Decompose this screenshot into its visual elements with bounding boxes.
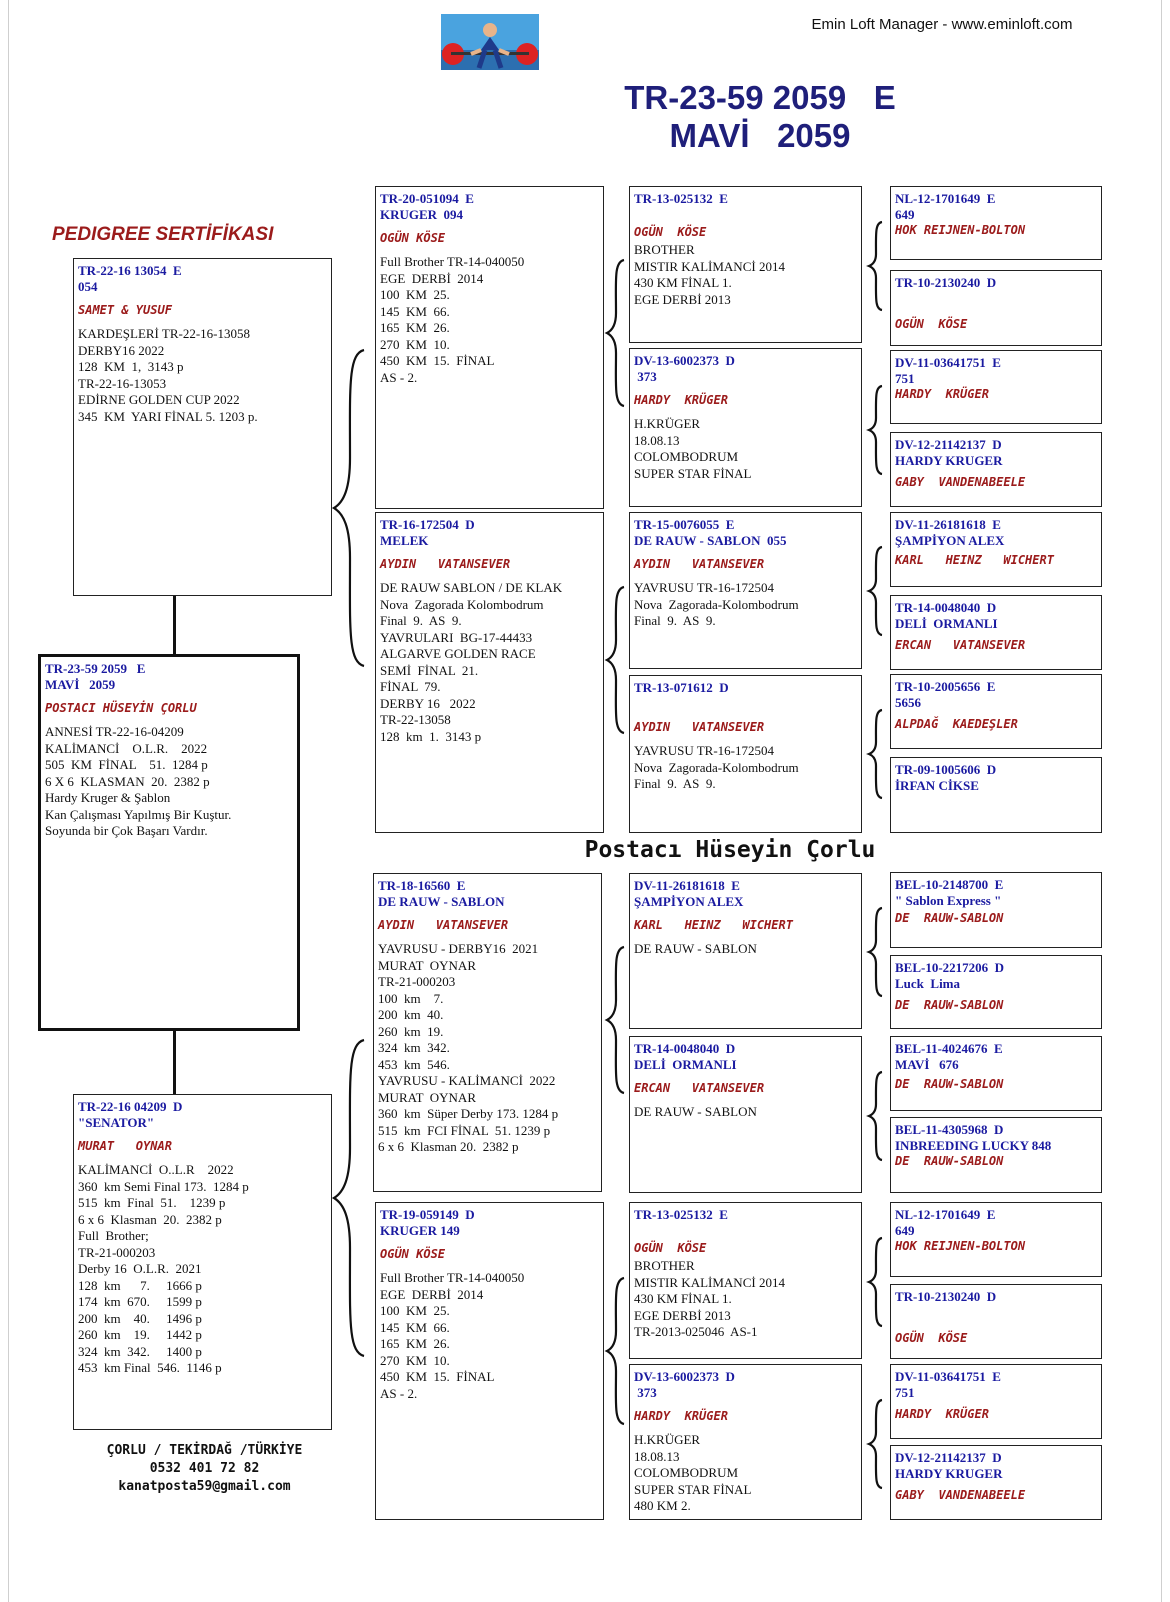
gp-info: YAVRUSU - DERBY16 2021 MURAT OYNAR TR-21-000203 100 km 7. 200 km 40. 260 km 19. 324 km 342. 453 km 546. YAVRUSU - KALİMANCİ 2022 MURAT OYNAR 360 km Süper Derby 173. 1284 p 515 km FCI FİNAL 51. 1239 p 6 x 6 Klasman 20. 2382 p	[378, 941, 559, 1154]
dam-ring: TR-22-16 04209 D	[78, 1099, 183, 1114]
dam-info: KALİMANCİ O..L.R 2022 360 km Semi Final 173. 1284 p 515 km Final 51. 1239 p 6 x 6 Klasman 20. 2382 p Full Brother; TR-21-000203 Derby 16 O.L.R. 2021 128 km 7. 1666 p 174 km 670. 1599 p 200 km 40. 1496 p 260 km 19. 1442 p 324 km 342. 1400 p 453 km Final 546. 1146 p	[78, 1162, 249, 1375]
ancestor-card	[890, 350, 1102, 424]
g4-owner: HOK REIJNEN-BOLTON	[895, 223, 1026, 237]
weightlifter-logo	[441, 14, 539, 70]
sire-card	[73, 258, 332, 596]
ggp-ring: TR-13-025132 E	[634, 1207, 728, 1222]
g4-name: İRFAN CİKSE	[895, 778, 979, 793]
g4-owner: HARDY KRÜGER	[895, 387, 989, 401]
great-grandparent-card	[629, 1202, 862, 1359]
g4-owner: HARDY KRÜGER	[895, 1407, 989, 1421]
sire-owner: SAMET & YUSUF	[78, 303, 172, 317]
gp-owner: OGÜN KÖSE	[380, 231, 446, 245]
dam-card	[73, 1094, 332, 1430]
ancestor-card	[890, 432, 1102, 507]
brace-sire	[330, 348, 370, 668]
ancestor-card	[890, 872, 1102, 948]
g4-ring: BEL-11-4024676 E	[895, 1041, 1003, 1056]
subject-card	[38, 654, 300, 1031]
ggp-owner: AYDIN VATANSEVER	[634, 557, 765, 571]
g4-name: 751	[895, 1385, 915, 1400]
ggp-info: BROTHER MISTIR KALİMANCİ 2014 430 KM FİNAL 1. EGE DERBİ 2013	[634, 242, 785, 307]
subject-owner: POSTACI HÜSEYİN ÇORLU	[45, 701, 197, 715]
brace-ggp7	[866, 1236, 886, 1328]
ggp-ring: TR-14-0048040 D	[634, 1041, 736, 1056]
contact-city: ÇORLU / TEKİRDAĞ /TÜRKİYE	[106, 1443, 303, 1458]
contact-block	[72, 1442, 337, 1496]
g4-name: 5656	[895, 695, 921, 710]
g4-owner: OGÜN KÖSE	[895, 317, 968, 331]
ancestor-card	[890, 757, 1102, 833]
brace-gp2	[604, 585, 628, 735]
ggp-name	[634, 696, 857, 712]
g4-name: INBREEDING LUCKY 848	[895, 1138, 1052, 1153]
ggp-name: ŞAMPİYON ALEX	[634, 894, 744, 909]
ancestor-card	[890, 1284, 1102, 1359]
ancestor-card	[890, 955, 1102, 1029]
ggp-ring: DV-11-26181618 E	[634, 878, 740, 893]
grandparent-card	[375, 1202, 604, 1520]
ggp-name: 373	[634, 1385, 657, 1400]
ancestor-card	[890, 1117, 1102, 1193]
ggp-owner: AYDIN VATANSEVER	[634, 720, 765, 734]
g4-name	[895, 1305, 1097, 1321]
ancestor-card	[890, 1036, 1102, 1111]
subject-name: MAVİ 2059	[45, 677, 116, 692]
ancestor-card	[890, 512, 1102, 587]
ggp-ring: TR-15-0076055 E	[634, 517, 735, 532]
g4-owner: DE RAUW-SABLON	[895, 911, 1004, 925]
g4-name: HARDY KRUGER	[895, 1466, 1003, 1481]
ggp-info: BROTHER MISTIR KALİMANCİ 2014 430 KM FİNAL 1. EGE DERBİ 2013 TR-2013-025046 AS-1	[634, 1258, 785, 1339]
g4-ring: DV-11-26181618 E	[895, 517, 1001, 532]
g4-name: 649	[895, 1223, 915, 1238]
certificate-title: PEDIGREE SERTİFİKASI	[52, 224, 274, 245]
g4-owner: GABY VANDENABEELE	[895, 475, 1026, 489]
brace-ggp3	[866, 545, 886, 637]
ancestor-card	[890, 270, 1102, 346]
ggp-owner: OGÜN KÖSE	[634, 1241, 707, 1255]
gp-info: Full Brother TR-14-040050 EGE DERBİ 2014 100 KM 25. 145 KM 66. 165 KM 26. 270 KM 10. 450 KM 15. FİNAL AS - 2.	[380, 254, 525, 385]
ggp-ring: DV-13-6002373 D	[634, 1369, 735, 1384]
subject-ring: TR-23-59 2059 E	[45, 661, 146, 676]
brace-ggp4	[866, 708, 886, 800]
grandparent-card	[373, 873, 602, 1192]
ggp-info: DE RAUW - SABLON	[634, 941, 757, 956]
great-grandparent-card	[629, 512, 862, 669]
grandparent-card	[375, 186, 604, 509]
g4-name: Luck Lima	[895, 976, 961, 991]
gp-name: KRUGER 094	[380, 207, 464, 222]
g4-ring: TR-14-0048040 D	[895, 600, 997, 615]
sire-info: KARDEŞLERİ TR-22-16-13058 DERBY16 2022 128 KM 1, 3143 p TR-22-16-13053 EDİRNE GOLDEN CUP 2022 345 KM YARI FİNAL 5. 1203 p.	[78, 326, 258, 424]
g4-ring: TR-10-2005656 E	[895, 679, 996, 694]
g4-ring: BEL-11-4305968 D	[895, 1122, 1004, 1137]
g4-name: DELİ ORMANLI	[895, 616, 998, 631]
g4-ring: DV-12-21142137 D	[895, 1450, 1002, 1465]
ancestor-card	[890, 674, 1102, 749]
g4-name: 649	[895, 207, 915, 222]
ggp-info: H.KRÜGER 18.08.13 COLOMBODRUM SUPER STAR FİNAL	[634, 416, 752, 481]
g4-ring: NL-12-1701649 E	[895, 191, 996, 206]
software-label: Emin Loft Manager - www.eminloft.com	[811, 16, 1073, 33]
ggp-owner: HARDY KRÜGER	[634, 1409, 728, 1423]
gp-name: MELEK	[380, 533, 429, 548]
sire-name: 054	[78, 279, 98, 294]
ggp-owner: HARDY KRÜGER	[634, 393, 728, 407]
g4-name: 751	[895, 371, 915, 386]
gp-ring: TR-20-051094 E	[380, 191, 474, 206]
breeder-title: Postacı Hüseyin Çorlu	[584, 837, 876, 863]
g4-owner: KARL HEINZ WICHERT	[895, 553, 1054, 567]
g4-owner: ALPDAĞ KAEDEŞLER	[895, 717, 1018, 731]
title-name: MAVİ 2059	[669, 117, 851, 154]
g4-ring: NL-12-1701649 E	[895, 1207, 996, 1222]
brace-ggp8	[866, 1398, 886, 1490]
g4-owner: ERCAN VATANSEVER	[895, 638, 1026, 652]
ggp-owner: OGÜN KÖSE	[634, 225, 707, 239]
ancestor-card	[890, 1445, 1102, 1520]
ancestor-card	[890, 595, 1102, 670]
ggp-owner: KARL HEINZ WICHERT	[634, 918, 793, 932]
ggp-info: YAVRUSU TR-16-172504 Nova Zagorada-Kolombodrum Final 9. AS 9.	[634, 743, 799, 791]
gp-owner: AYDIN VATANSEVER	[380, 557, 511, 571]
ancestor-card	[890, 1202, 1102, 1277]
g4-ring: DV-12-21142137 D	[895, 437, 1002, 452]
ggp-ring: TR-13-025132 E	[634, 191, 728, 206]
great-grandparent-card	[629, 1364, 862, 1520]
gp-info: DE RAUW SABLON / DE KLAK Nova Zagorada Kolombodrum Final 9. AS 9. YAVRULARI BG-17-44433 ALGARVE GOLDEN RACE SEMİ FİNAL 21. FİNAL 79. DERBY 16 2022 TR-22-13058 128 km 1. 3143 p	[380, 580, 563, 744]
great-grandparent-card	[629, 1036, 862, 1193]
sire-connector	[173, 596, 176, 654]
sire-ring: TR-22-16 13054 E	[78, 263, 182, 278]
g4-owner: OGÜN KÖSE	[895, 1331, 968, 1345]
ggp-name	[634, 1223, 857, 1239]
g4-ring: TR-10-2130240 D	[895, 1289, 997, 1304]
title-ring: TR-23-59 2059 E	[624, 79, 896, 116]
brace-dam	[330, 1038, 370, 1358]
g4-owner: DE RAUW-SABLON	[895, 1154, 1004, 1168]
great-grandparent-card	[629, 873, 862, 1029]
ggp-name: DE RAUW - SABLON 055	[634, 533, 787, 548]
g4-ring: TR-10-2130240 D	[895, 275, 997, 290]
ggp-info: DE RAUW - SABLON	[634, 1104, 757, 1119]
contact-email: kanatposta59@gmail.com	[118, 1479, 291, 1494]
g4-owner: HOK REIJNEN-BOLTON	[895, 1239, 1026, 1253]
brace-ggp5	[866, 906, 886, 998]
g4-name	[895, 291, 1097, 307]
gp-info: Full Brother TR-14-040050 EGE DERBİ 2014 100 KM 25. 145 KM 66. 165 KM 26. 270 KM 10. 450 KM 15. FİNAL AS - 2.	[380, 1270, 525, 1401]
ggp-info: YAVRUSU TR-16-172504 Nova Zagorada-Kolombodrum Final 9. AS 9.	[634, 580, 799, 628]
ggp-ring: DV-13-6002373 D	[634, 353, 735, 368]
brace-ggp1	[866, 220, 886, 312]
g4-name: MAVİ 676	[895, 1057, 959, 1072]
brace-gp3	[604, 945, 628, 1095]
gp-ring: TR-18-16560 E	[378, 878, 466, 893]
g4-owner: DE RAUW-SABLON	[895, 1077, 1004, 1091]
dam-connector	[173, 1030, 176, 1094]
g4-ring: BEL-10-2217206 D	[895, 960, 1005, 975]
gp-name: KRUGER 149	[380, 1223, 460, 1238]
brace-ggp2	[866, 384, 886, 476]
g4-ring: DV-11-03641751 E	[895, 355, 1001, 370]
great-grandparent-card	[629, 186, 862, 343]
g4-name: ŞAMPİYON ALEX	[895, 533, 1005, 548]
g4-owner: GABY VANDENABEELE	[895, 1488, 1026, 1502]
g4-ring: DV-11-03641751 E	[895, 1369, 1001, 1384]
ggp-name: DELİ ORMANLI	[634, 1057, 737, 1072]
g4-name: HARDY KRUGER	[895, 453, 1003, 468]
ancestor-card	[890, 186, 1102, 260]
g4-ring: BEL-10-2148700 E	[895, 877, 1004, 892]
gp-owner: OGÜN KÖSE	[380, 1247, 446, 1261]
great-grandparent-card	[629, 348, 862, 507]
g4-name: " Sablon Express "	[895, 893, 1002, 908]
ggp-name	[634, 207, 857, 223]
dam-name: "SENATOR"	[78, 1115, 155, 1130]
gp-ring: TR-16-172504 D	[380, 517, 475, 532]
ggp-info: H.KRÜGER 18.08.13 COLOMBODRUM SUPER STAR FİNAL 480 KM 2.	[634, 1432, 752, 1513]
ggp-ring: TR-13-071612 D	[634, 680, 729, 695]
g4-owner: DE RAUW-SABLON	[895, 998, 1004, 1012]
gp-name: DE RAUW - SABLON	[378, 894, 505, 909]
g4-ring: TR-09-1005606 D	[895, 762, 997, 777]
ggp-name: 373	[634, 369, 657, 384]
great-grandparent-card	[629, 675, 862, 833]
brace-gp4	[604, 1276, 628, 1426]
gp-owner: AYDIN VATANSEVER	[378, 918, 509, 932]
grandparent-card	[375, 512, 604, 833]
dam-owner: MURAT OYNAR	[78, 1139, 172, 1153]
ancestor-card	[890, 1364, 1102, 1439]
gp-ring: TR-19-059149 D	[380, 1207, 475, 1222]
brace-gp1	[604, 258, 628, 408]
subject-info: ANNESİ TR-22-16-04209 KALİMANCİ O.L.R. 2022 505 KM FİNAL 51. 1284 p 6 X 6 KLASMAN 20. 2382 p Hardy Kruger & Şablon Kan Çalışması Yapılmış Bir Kuştur. Soyunda bir Çok Başarı Vardır.	[45, 724, 232, 838]
brace-ggp6	[866, 1070, 886, 1162]
ggp-owner: ERCAN VATANSEVER	[634, 1081, 765, 1095]
contact-phone: 0532 401 72 82	[149, 1461, 260, 1476]
